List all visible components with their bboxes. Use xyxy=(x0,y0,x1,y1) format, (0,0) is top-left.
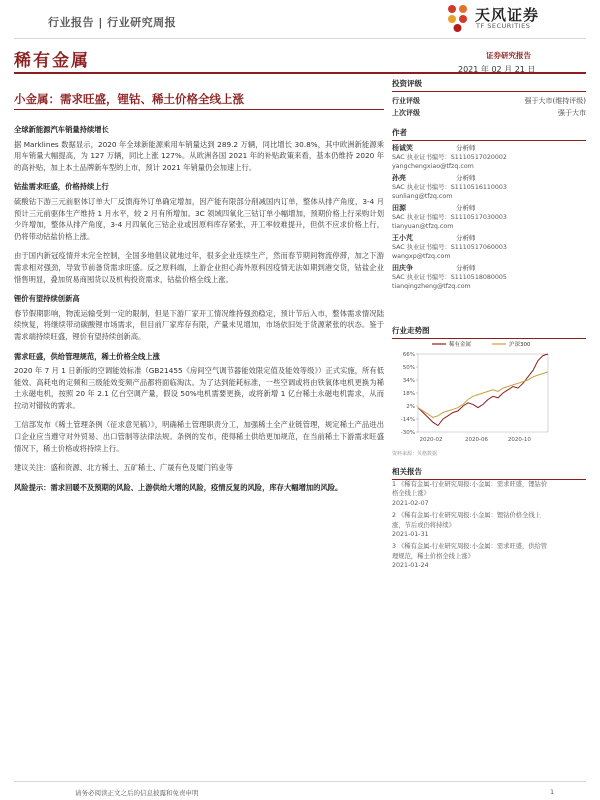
section-heading: 锂价有望持续创新高 xyxy=(14,294,80,304)
author-email[interactable]: yangchengxiao@tfzq.com xyxy=(392,163,474,170)
rating-label: 行业评级 xyxy=(392,97,420,105)
author-email[interactable]: sunliang@tfzq.com xyxy=(392,193,453,200)
author-entry xyxy=(392,204,586,231)
rating-section-title: 投资评级 xyxy=(392,78,586,92)
author-license: SAC 执业证书编号：S1110518080005 xyxy=(392,274,507,281)
related-report-date: 2021-01-24 xyxy=(392,562,429,570)
y-tick-label: 34% xyxy=(402,378,415,384)
author-email[interactable]: tianqingzheng@tfzq.com xyxy=(392,283,471,290)
related-title: 相关报告 xyxy=(392,466,586,480)
paragraph: 工信部发布《稀土管理条例（征求意见稿）》，明确稀土管理职责分工，加强稀土全产业链管理，规定稀土产品进出口企业应当遵守对外贸易、出口管制等法律法规。条例的发布，使得稀土供给更加规范，在当前稀土下游需求旺盛情况下，稀土价格或将持续上行。 xyxy=(14,420,384,453)
legend-label: 沪深300 xyxy=(509,342,531,348)
company-logo xyxy=(444,3,554,33)
rating-value: 强于大市(维持评级) xyxy=(524,97,586,105)
article-body xyxy=(14,119,384,501)
footer-divider xyxy=(14,781,586,782)
author-license: SAC 执业证书编号：S1110517060003 xyxy=(392,244,507,251)
legend-label: 稀有金属 xyxy=(449,342,472,348)
related-report[interactable] xyxy=(392,511,548,539)
related-list xyxy=(392,480,548,574)
author-role: 分析师 xyxy=(456,204,476,212)
related-report-title[interactable]: 2 《稀有金属-行业研究周报:小金属：锂钴价格全线上涨，节后或仍将持续》 xyxy=(392,512,541,529)
paragraph: 据 Marklines 数据显示，2020 年全球新能源乘用车销量达到 289.2 万辆，同比增长 30.8%，其中欧洲新能源乘用车销量大幅提高，为 127 万辆，同比上涨 127%。从欧洲各国 2021 年的补贴政策来看，基本仍维持 2020 年的高补贴，加上本土品牌新车型的上市，预计 2021 年销量仍会加速上行。 xyxy=(14,139,384,172)
related-report-title[interactable]: 1 《稀有金属-行业研究周报:小金属：需求旺盛，锂钴价格全线上涨》 xyxy=(392,481,548,498)
header-divider xyxy=(14,38,586,39)
related-report-date: 2021-02-07 xyxy=(392,499,429,507)
author-license: SAC 执业证书编号：S1110516110003 xyxy=(392,184,507,191)
logo-english-name: TF SECURITIES xyxy=(476,22,531,30)
authors-section xyxy=(392,127,586,291)
author-role: 分析师 xyxy=(456,234,476,242)
chart-source: 资料来源：贝格数据 xyxy=(392,451,438,457)
y-tick-label: 2% xyxy=(406,404,415,410)
author-entry xyxy=(392,174,586,201)
page-number: 1 xyxy=(550,788,555,796)
related-report[interactable] xyxy=(392,542,548,570)
related-report-date: 2021-01-31 xyxy=(392,531,429,539)
chart-title: 行业走势图 xyxy=(392,325,586,339)
article-title-divider xyxy=(14,109,384,110)
author-entry xyxy=(392,264,586,291)
related-report-title[interactable]: 3 《稀有金属-行业研究周报:小金属：需求旺盛，供给管理规范，稀土价格全线上涨》 xyxy=(392,543,548,560)
y-tick-label: 50% xyxy=(402,365,415,371)
rating-label: 上次评级 xyxy=(392,109,420,117)
report-type: 证券研究报告 xyxy=(486,51,531,60)
page-title: 稀有金属 xyxy=(14,51,90,71)
section-heading: 需求旺盛，供给管理规范，稀土价格全线上涨 xyxy=(14,351,160,361)
author-email[interactable]: tianyuan@tfzq.com xyxy=(392,223,454,230)
y-tick-label: -14% xyxy=(400,417,415,423)
logo-icon xyxy=(444,3,472,33)
author-license: SAC 执业证书编号：S1110517020002 xyxy=(392,154,507,161)
header-breadcrumb: 行业报告 | 行业研究周报 xyxy=(48,16,177,29)
author-license: SAC 执业证书编号：S1110517030003 xyxy=(392,214,507,221)
logo-chinese-name: 天风证券 xyxy=(475,6,540,24)
paragraph: 硫酸钴下游三元前驱体订单大厂反馈海外订单确定增加，因产能有限部分削减国内订单，整体从排产角度，3-4 月预计三元前驱体生产维持 1 月水平，较 2 月有所增加。3C 领域四氧化三钴订单小幅增加，预期价格上行采购计划少许增加，整体从排产角度，3-4 月四氧化三钴企业或因原料库存紧张，开工率较难提升，但供不应求价格上行，仍将带动钴盐价格上涨。 xyxy=(14,196,384,241)
author-name: 孙亮 xyxy=(392,174,406,182)
author-entry xyxy=(392,144,586,171)
author-role: 分析师 xyxy=(456,264,476,272)
paragraph: 2020 年 7 月 1 日新版的空调能效标准（GB21455《房间空气调节器能效限定值及能效等级》）正式实施，所有低能效、高耗电的定频和三级能效变频产品都将面临淘汰。为了达到能耗标准，一些空调或将由铁氧体电机更换为稀土永磁电机，按照 20 年 2.1 亿台空调产量，假设 50%电机需要更换，或将新增 1 亿台稀土永磁电机需求，从而拉动对镨钕的需求。 xyxy=(14,366,384,410)
risk-note: 风险提示：需求回暖不及预期的风险、上游供给大增的风险，疫情反复的风险，库存大幅增加的风险。 xyxy=(14,482,343,492)
y-tick-label: 18% xyxy=(402,391,415,397)
y-tick-label: -30% xyxy=(400,430,415,436)
report-date: 2021 年 02 月 21 日 xyxy=(458,65,536,74)
y-tick-label: 66% xyxy=(402,352,415,358)
author-role: 分析师 xyxy=(456,144,476,152)
rating-row xyxy=(392,95,586,107)
footer-disclaimer: 请务必阅读正文之后的信息披露和免责申明 xyxy=(75,789,199,797)
author-role: 分析师 xyxy=(456,174,476,182)
author-entry xyxy=(392,234,586,261)
rating-value: 强于大市 xyxy=(558,109,586,117)
related-report[interactable] xyxy=(392,480,548,508)
author-email[interactable]: wangxp@tfzq.com xyxy=(392,253,451,260)
author-name: 王小芃 xyxy=(392,234,413,242)
paragraph: 春节假期影响，物流运输受到一定的限制，但是下游厂家开工情况维持强劲稳定，预计节后入市，整体需求情况陆续恢复，将继续带动碳酸锂市场需求，但目前厂家库存有限，产量未见增加，市场依旧处于货源紧张的状态。鉴于需求端持续旺盛，锂价有望持续创新高。 xyxy=(14,308,384,341)
x-tick-label: 2020-06 xyxy=(465,437,488,443)
section-heading: 全球新能源汽车销量持续增长 xyxy=(14,125,109,134)
paragraph: 建议关注：盛和资源、北方稀土、五矿稀土、广晟有色及厦门钨业等 xyxy=(14,463,233,473)
sidebar xyxy=(392,78,586,291)
x-tick-label: 2020-02 xyxy=(419,437,443,443)
rating-row xyxy=(392,107,586,119)
article-title: 小金属：需求旺盛，锂钴、稀土价格全线上涨 xyxy=(14,92,244,106)
author-name: 田庆争 xyxy=(392,264,413,272)
author-name: 杨诚笑 xyxy=(392,144,413,152)
authors-section-title: 作者 xyxy=(392,127,586,141)
author-name: 田源 xyxy=(392,204,406,212)
industry-trend-chart xyxy=(392,338,552,448)
paragraph: 由于国内新冠疫情并未完全控制，全国多地倡议就地过年，很多企业连续生产，然而春节期间物流停滞，加之下游需求相对强劲，导致节前备货需求旺盛。反之原料端，上游企业担心海外原料因疫情无法如期到港交货，钴盐企业惜售明显，叠加贸易商囤货以及机构投资需求，钴盐价格全线上涨。 xyxy=(14,251,384,284)
section-heading: 钴盐需求旺盛，价格持续上行 xyxy=(14,182,109,192)
series-line xyxy=(418,354,548,426)
x-tick-label: 2020-10 xyxy=(507,437,531,443)
series-line xyxy=(418,372,548,418)
